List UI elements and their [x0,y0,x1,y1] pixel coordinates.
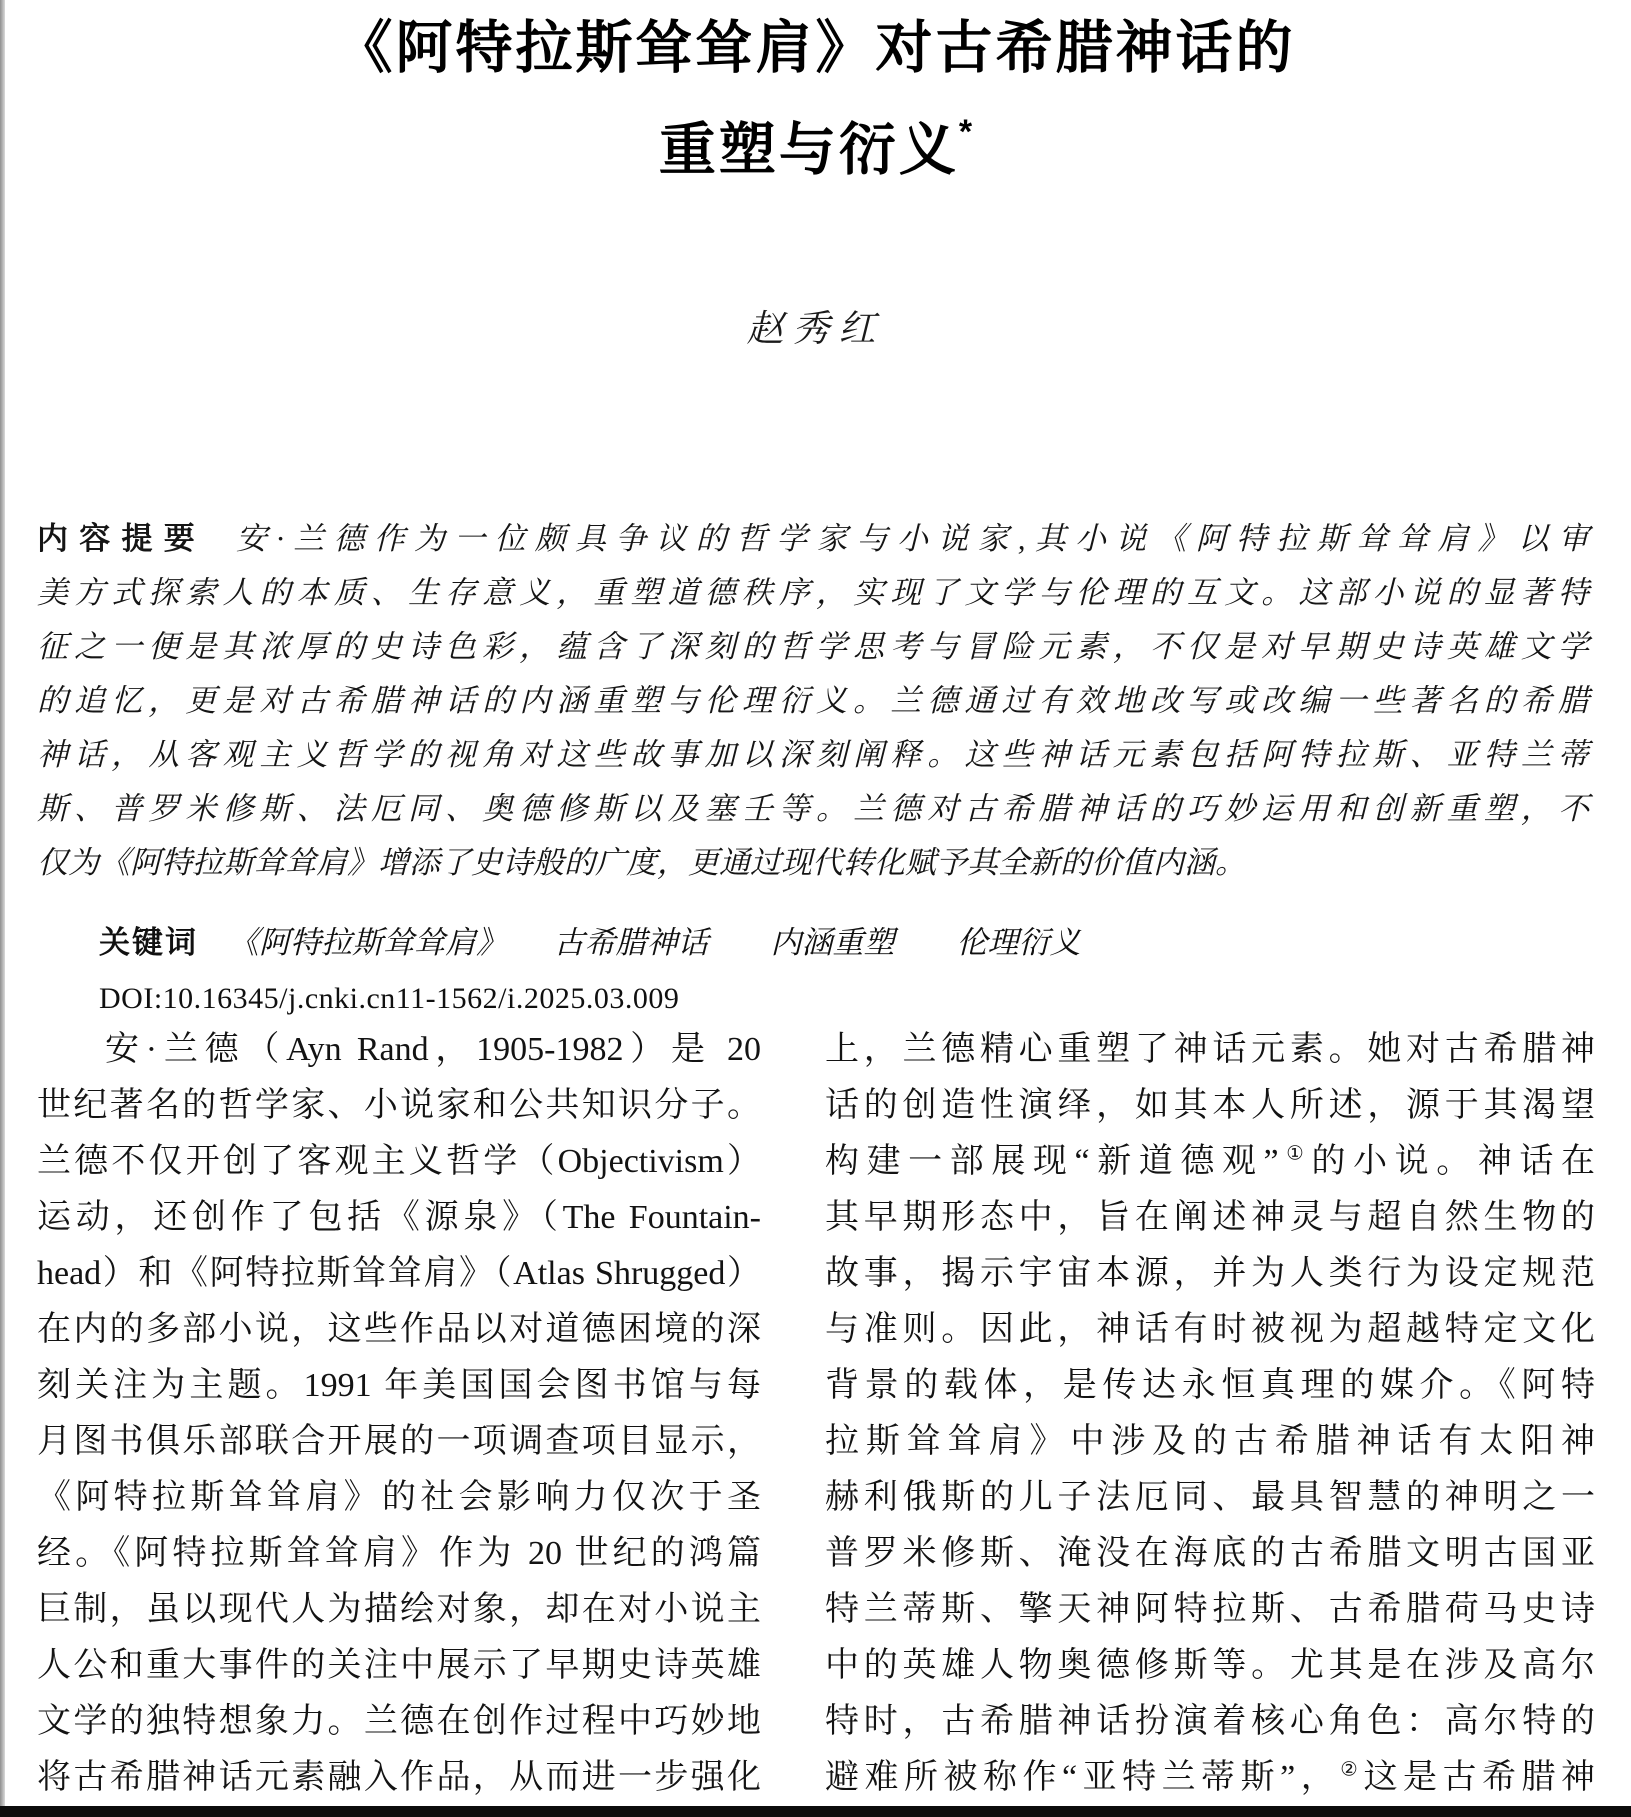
text-line: 经。《阿特拉斯耸耸肩》作为 20 世纪的鸿篇 [37,1535,761,1572]
text-line: 避难所被称作“亚特兰蒂斯”，②这是古希腊神 [825,1758,1595,1796]
footnote-superscript: ① [1278,1142,1312,1165]
text-line: 特时，古希腊神话扮演着核心角色：高尔特的 [825,1703,1595,1740]
text-line: 构建一部展现“新道德观”①的小说。神话在 [825,1142,1596,1180]
title-footnote-marker: * [958,113,973,151]
text-line: 神话，从客观主义哲学的视角对这些故事加以深刻阐释。这些神话元素包括阿特拉斯、亚特兰蒂 [37,737,1589,772]
doi-line: DOI:10.16345/j.cnki.cn11-1562/i.2025.03.009 [99,982,680,1015]
footnote-superscript: ② [1340,1758,1364,1781]
text-line: 背景的载体，是传达永恒真理的媒介。《阿特 [825,1367,1595,1404]
text-line: 运动，还创作了包括《源泉》（The Fountain- [37,1199,761,1236]
body-columns [37,1022,1595,1806]
text-line: head）和《阿特拉斯耸耸肩》（Atlas Shrugged） [37,1255,761,1292]
text-line: 兰德不仅开创了客观主义哲学（Objectivism） [37,1143,761,1180]
paper-title [0,6,1631,192]
text-line: 话的创造性演绎，如其本人所述，源于其渴望 [825,1087,1595,1124]
paper-title-line-1: 《阿特拉斯耸耸肩》对古希腊神话的 [335,16,1296,80]
text-line: 刻关注为主题。1991 年美国国会图书馆与每 [37,1367,761,1404]
text-line: 的追忆，更是对古希腊神话的内涵重塑与伦理衍义。兰德通过有效地改写或改编一些著名的希腊 [37,683,1589,718]
text-line: 将古希腊神话元素融入作品，从而进一步强化 [37,1759,761,1796]
abstract-section [37,512,1589,890]
text-line: 在内的多部小说，这些作品以对道德困境的深 [37,1311,761,1348]
text-line: 文学的独特想象力。兰德在创作过程中巧妙地 [37,1703,761,1740]
keywords-list: 《阿特拉斯耸耸肩》 古希腊神话 内涵重塑 伦理衍义 [228,925,1081,960]
paper-title-line-2-text: 重塑与衍义 [658,118,959,182]
text-line: 斯、普罗米修斯、法厄同、奥德修斯以及塞壬等。兰德对古希腊神话的巧妙运用和创新重塑，不 [37,791,1589,826]
keywords-label: 关键词 [99,925,198,960]
text-line: 与准则。因此，神话有时被视为超越特定文化 [825,1311,1595,1348]
text-line: 《阿特拉斯耸耸肩》的社会影响力仅次于圣 [37,1479,761,1516]
author-name: 赵秀红 [746,309,885,350]
left-column [37,1022,761,1806]
keywords-section [37,915,1589,971]
text-line: 拉斯耸耸肩》中涉及的古希腊神话有太阳神 [825,1423,1595,1460]
page-edge-shading [0,0,5,1817]
text-line: 巨制，虽以现代人为描绘对象，却在对小说主 [37,1591,761,1628]
text-line: 美方式探索人的本质、生存意义，重塑道德秩序，实现了文学与伦理的互文。这部小说的显著特 [37,575,1589,610]
text-line: 故事，揭示宇宙本源，并为人类行为设定规范 [825,1255,1595,1292]
text-line: 安·兰德（Ayn Rand，1905-1982）是 20 [105,1031,761,1068]
right-column [825,1022,1595,1806]
text-line: 特兰蒂斯、擎天神阿特拉斯、古希腊荷马史诗 [825,1591,1595,1628]
text-line: 人公和重大事件的关注中展示了早期史诗英雄 [37,1647,761,1684]
text-line: 仅为《阿特拉斯耸耸肩》增添了史诗般的广度，更通过现代转化赋予其全新的价值内涵。 [37,845,1246,880]
abstract-first-line [37,512,1589,566]
abstract-first-line-text: 安·兰德作为一位颇具争议的哲学家与小说家,其小说《阿特拉斯耸耸肩》以审 [236,521,1589,556]
footnote-separator-rule [0,1806,1631,1817]
text-line: 上，兰德精心重塑了神话元素。她对古希腊神 [825,1031,1595,1068]
text-line: 征之一便是其浓厚的史诗色彩，蕴含了深刻的哲学思考与冒险元素，不仅是对早期史诗英雄文学 [37,629,1589,664]
abstract-lines [37,566,1589,890]
text-line: 赫利俄斯的儿子法厄同、最具智慧的神明之一 [825,1479,1595,1516]
text-line: 其早期形态中，旨在阐述神灵与超自然生物的 [825,1199,1595,1236]
text-line: 中的英雄人物奥德修斯等。尤其是在涉及高尔 [825,1647,1595,1684]
text-line: 月图书俱乐部联合开展的一项调查项目显示， [37,1423,761,1460]
abstract-label: 内容提要 [37,521,206,556]
text-line: 世纪著名的哲学家、小说家和公共知识分子。 [37,1087,761,1124]
paper-title-line-2 [0,90,1631,192]
text-line: 普罗米修斯、淹没在海底的古希腊文明古国亚 [825,1535,1595,1572]
